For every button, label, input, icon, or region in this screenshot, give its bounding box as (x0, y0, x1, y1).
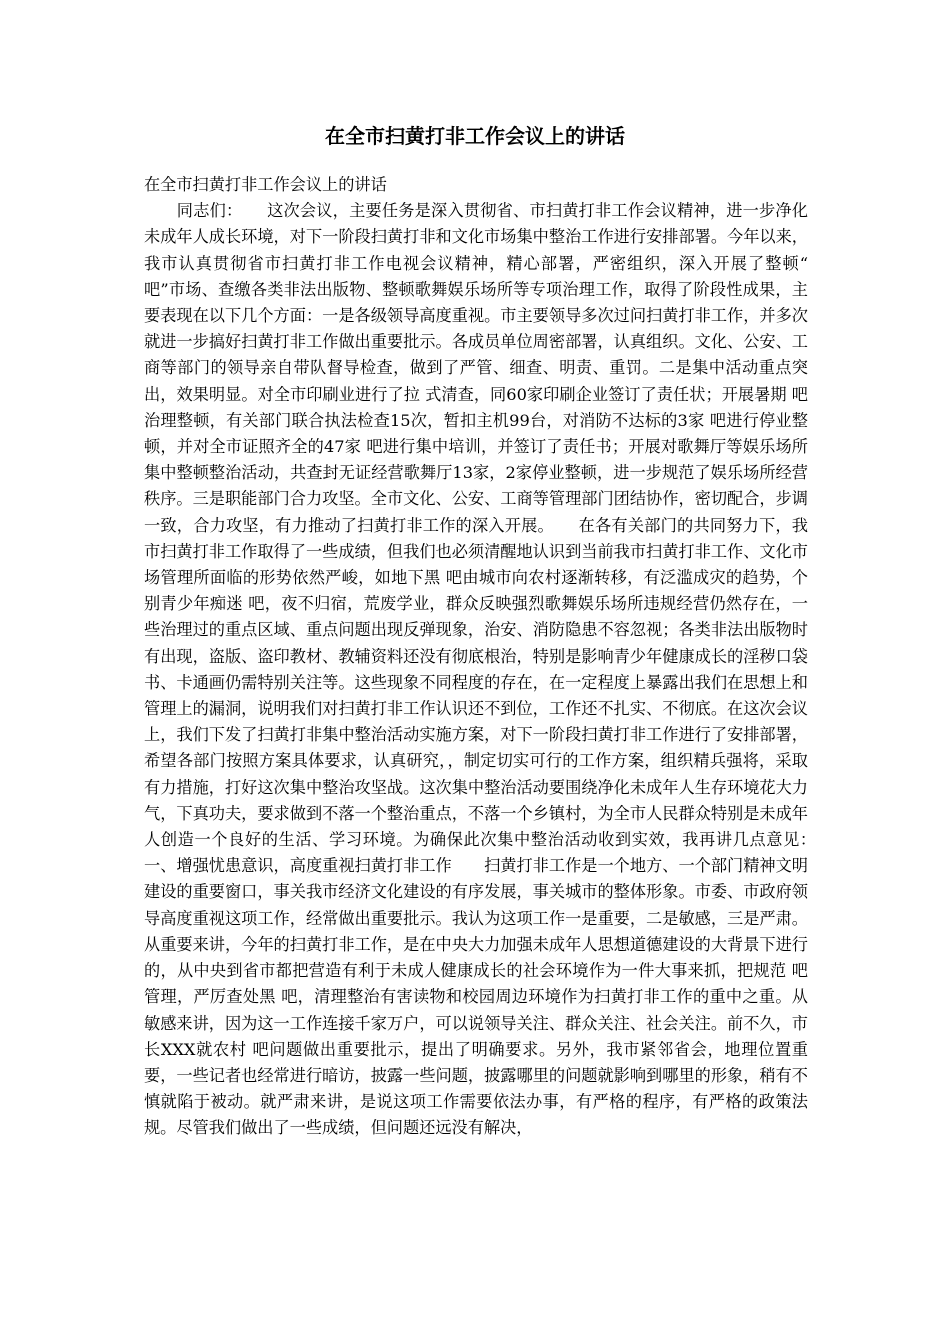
document-subtitle: 在全市扫黄打非工作会议上的讲话 (144, 175, 387, 194)
document-content (144, 172, 841, 1142)
document-body-paragraph: 同志们： 这次会议，主要任务是深入贯彻省、市扫黄打非工作会议精神，进一步净化未成年人成长环境，对下一阶段扫黄打非和文化市场集中整治工作进行安排部署。今年以来，我市认真贯彻省市扫黄打非工作电视会议精神，精心部署，严密组织，深入开展了整顿“ 吧”市场、查缴各类非法出版物、整顿歌舞娱乐场所等专项治理工作，取得了阶段性成果，主要表现在以下几个方面：一是各级领导高度重视。市主要领导多次过问扫黄打非工作，并多次就进一步搞好扫黄打非工作做出重要批示。各成员单位周密部署，认真组织。文化、公安、工商等部门的领导亲自带队督导检查，做到了严管、细查、明责、重罚。二是集中活动重点突出，效果明显。对全市印刷业进行了拉 式清查，同60家印刷企业签订了责任状；开展暑期 吧治理整顿，有关部门联合执法检查15次，暂扣主机99台，对消防不达标的3家 吧进行停业整顿，并对全市证照齐全的47家 吧进行集中培训，并签订了责任书；开展对歌舞厅等娱乐场所集中整顿整治活动，共查封无证经营歌舞厅13家，2家停业整顿，进一步规范了娱乐场所经营秩序。三是职能部门合力攻坚。全市文化、公安、工商等管理部门团结协作，密切配合，步调一致，合力攻坚，有力推动了扫黄打非工作的深入开展。 在各有关部门的共同努力下，我市扫黄打非工作取得了一些成绩，但我们也必须清醒地认识到当前我市扫黄打非工作、文化市场管理所面临的形势依然严峻，如地下黑 吧由城市向农村逐渐转移，有泛滥成灾的趋势，个别青少年痴迷 吧，夜不归宿，荒废学业，群众反映强烈歌舞娱乐场所违规经营仍然存在，一些治理过的重点区域、重点问题出现反弹现象，治安、消防隐患不容忽视；各类非法出版物时有出现，盗版、盗印教材、教辅资料还没有彻底根治，特别是影响青少年健康成长的淫秽口袋书、卡通画仍需特别关注等。这些现象不同程度的存在，在一定程度上暴露出我们在思想上和管理上的漏洞，说明我们对扫黄打非工作认识还不到位，工作还不扎实、不彻底。在这次会议上，我们下发了扫黄打非集中整治活动实施方案，对下一阶段扫黄打非工作进行了安排部署，希望各部门按照方案具体要求，认真研究，，制定切实可行的工作方案，组织精兵强将，采取有力措施，打好这次集中整治攻坚战。这次集中整治活动要围绕净化未成年人生存环境花大力气，下真功夫，要求做到不落一个整治重点，不落一个乡镇村，为全市人民群众特别是未成年人创造一个良好的生活、学习环境。为确保此次集中整治活动收到实效，我再讲几点意见： 一、增强忧患意识，高度重视扫黄打非工作 扫黄打非工作是一个地方、一个部门精神文明建设的重要窗口，事关我市经济文化建设的有序发展，事关城市的整体形象。市委、市政府领导高度重视这项工作，经常做出重要批示。我认为这项工作一是重要，二是敏感，三是严肃。从重要来讲，今年的扫黄打非工作，是在中央大力加强未成年人思想道德建设的大背景下进行的，从中央到省市都把营造有利于未成人健康成长的社会环境作为一件大事来抓，把规范 吧管理，严厉查处黑 吧，清理整治有害读物和校园周边环境作为扫黄打非工作的重中之重。从敏感来讲，因为这一工作连接千家万户，可以说领导关注、群众关注、社会关注。前不久，市长XXX就农村 吧问题做出重要批示，提出了明确要求。另外，我市紧邻省会，地理位置重要，一些记者也经常进行暗访，披露一些问题，披露哪里的问题就影响到哪里的形象，稍有不慎就陷于被动。就严肃来讲，是说这项工作需要依法办事，有严格的程序，有严格的政策法规。尽管我们做出了一些成绩，但问题还远没有解决， (144, 201, 841, 1138)
document-title: 在全市扫黄打非工作会议上的讲话 (325, 124, 625, 148)
